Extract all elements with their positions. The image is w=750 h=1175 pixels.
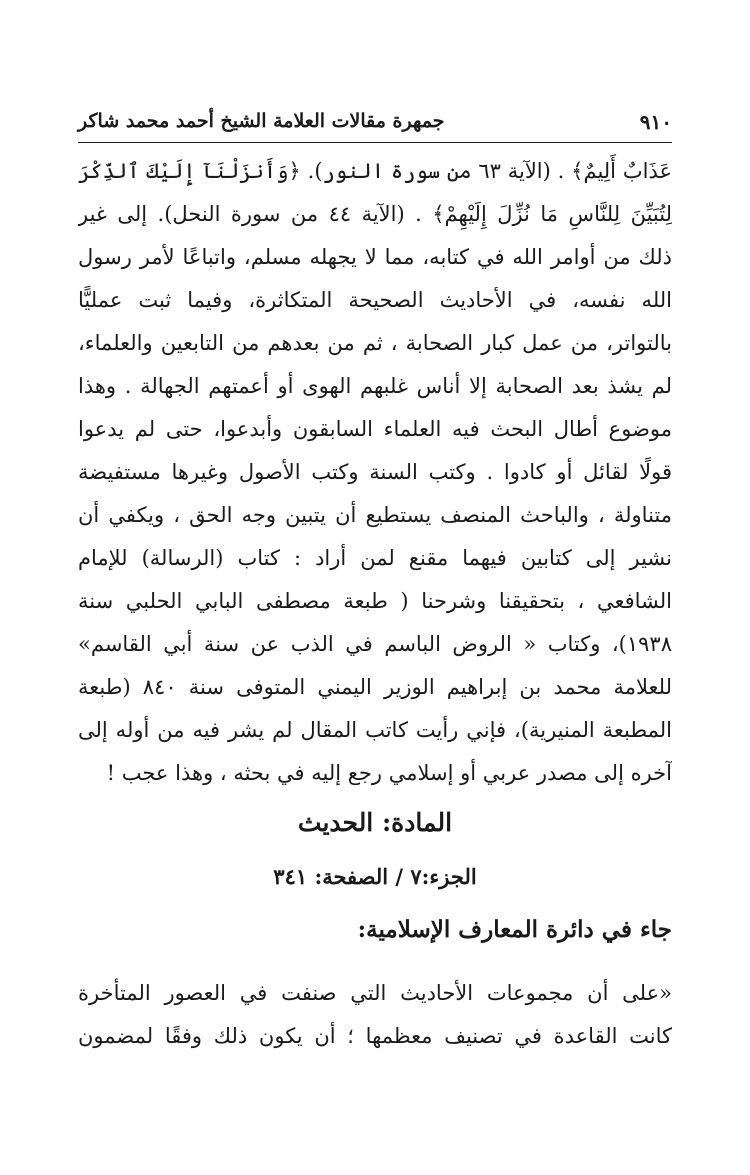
volume-page-reference: الجزء:٧ / الصفحة: ٣٤١ xyxy=(273,864,477,889)
text-line: عَذَابٌ أَلِيمٌ﴾ . (الآية ٦٣ من سورة النور). ﴿وَأَنزَلْنَآ إِلَيْكَ ٱلذِّكْرَ xyxy=(78,159,672,183)
text-line: «على أن مجموعات الأحاديث التي صنفت في العصور المتأخرة xyxy=(78,981,672,1005)
page-number: ٩١٠ xyxy=(639,110,672,134)
paragraph-2 xyxy=(78,972,672,1058)
text-line: متناولة ، والباحث المنصف يستطيع أن يتبين وجه الحق ، ويكفي أن xyxy=(78,503,672,527)
page-header xyxy=(78,108,672,143)
running-title: جمهرة مقالات العلامة الشيخ أحمد محمد شاكر xyxy=(78,110,445,132)
text-line: موضوع أطال البحث فيه العلماء السابقون وأبدعوا، حتى لم يدعوا xyxy=(78,417,672,441)
text-line: لِتُبَيِّنَ لِلنَّاسِ مَا نُزِّلَ إِلَيْهِمْ﴾ . (الآية ٤٤ من سورة النحل). إلى غير xyxy=(78,202,672,226)
text-line: الله نفسه، في الأحاديث الصحيحة المتكاثرة، وفيما ثبت عمليًّا xyxy=(78,288,672,312)
source-heading: جاء في دائرة المعارف الإسلامية: xyxy=(357,916,672,943)
text-line: للعلامة محمد بن إبراهيم الوزير اليمني المتوفى سنة ٨٤٠ (طبعة xyxy=(78,675,672,699)
paragraph-1 xyxy=(78,150,672,795)
text-line: قولًا لقائل أو كادوا . وكتب السنة وكتب الأصول وغيرها مستفيضة xyxy=(78,460,672,484)
text-line: المطبعة المنيرية)، فإني رأيت كاتب المقال لم يشر فيه من أوله إلى xyxy=(78,718,672,742)
text-line: الشافعي ، بتحقيقنا وشرحنا ( طبعة مصطفى البابي الحلبي سنة xyxy=(78,589,672,613)
section-title: المادة: الحديث xyxy=(297,808,453,837)
text-line: ١٩٣٨)، وكتاب « الروض الباسم في الذب عن سنة أبي القاسم» xyxy=(78,632,672,656)
text-line: آخره إلى مصدر عربي أو إسلامي رجع إليه في بحثه ، وهذا عجب ! xyxy=(106,761,672,785)
text-line: كانت القاعدة في تصنيف معظمها ؛ أن يكون ذلك وفقًا لمضمون xyxy=(78,1024,672,1048)
text-line: لم يشذ بعد الصحابة إلا أناس غلبهم الهوى أو أعمتهم الجهالة . وهذا xyxy=(78,374,672,398)
text-line: ذلك من أوامر الله في كتابه، مما لا يجهله مسلم، واتباعًا لأمر رسول xyxy=(78,245,672,269)
text-line: بالتواتر، من عمل كبار الصحابة ، ثم من بعدهم من التابعين والعلماء، xyxy=(78,331,672,355)
text-line: نشير إلى كتابين فيهما مقنع لمن أراد : كتاب (الرسالة) للإمام xyxy=(78,546,672,570)
